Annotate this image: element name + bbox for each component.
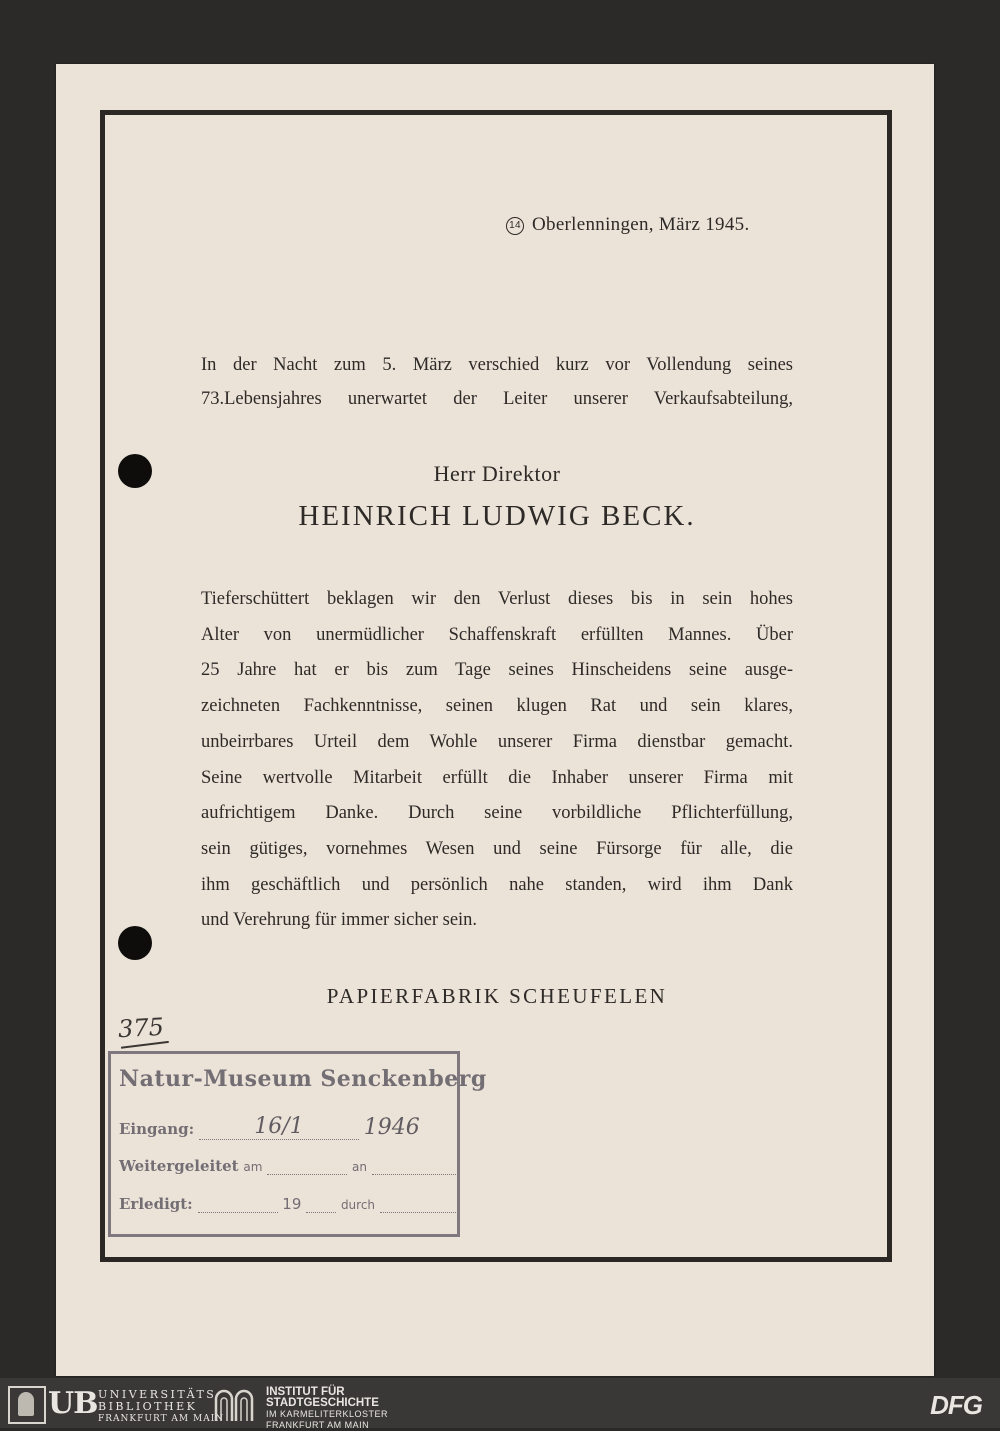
intro-paragraph <box>201 348 793 416</box>
stamp-row-erledigt <box>119 1195 447 1213</box>
stamp-label-an: an <box>352 1160 367 1174</box>
inst-line: STADTGESCHICHTE <box>266 1397 379 1409</box>
paper-sheet <box>56 64 934 1376</box>
ub-line: FRANKFURT AM MAIN <box>98 1414 225 1424</box>
ub-line: BIBLIOTHEK <box>98 1400 198 1413</box>
body-line: unbeirrbares Urteil dem Wohle unserer Firma dienstbar gemacht. <box>201 731 793 752</box>
stamp-label-durch: durch <box>340 1198 376 1212</box>
body-line: und Verehrung für immer sicher sein. <box>201 910 478 931</box>
footer-bar <box>0 1378 1000 1428</box>
dfg-logo: DFG <box>930 1390 982 1420</box>
ub-name <box>98 1389 224 1425</box>
intro-line: 73.Lebensjahres unerwartet der Leiter unserer Verkaufsabteilung, <box>201 389 793 409</box>
body-line: zeichneten Fachkenntnisse, seinen klugen Rat und sein klares, <box>201 696 793 717</box>
archive-stamp <box>108 1051 487 1237</box>
body-paragraph <box>201 582 793 939</box>
stamp-row-weitergeleitet <box>119 1157 447 1175</box>
dateline-text: Oberlenningen, März 1945. <box>532 214 750 235</box>
dateline <box>506 214 750 236</box>
ub-logo-text: UB <box>48 1386 98 1421</box>
body-line: Tieferschüttert beklagen wir den Verlust dieses bis in sein hohes <box>201 589 793 609</box>
inst-line: FRANKFURT AM MAIN <box>266 1420 370 1430</box>
stamp-hand-date: 16/1 <box>254 1114 304 1139</box>
intro-line: In der Nacht zum 5. März verschied kurz vor Vollendung seines <box>201 355 793 375</box>
institute-name <box>266 1387 388 1431</box>
ub-portrait-logo-icon <box>8 1386 46 1424</box>
ub-line: UNIVERSITÄTS <box>98 1388 217 1401</box>
body-line: ihm geschäftlich und persönlich nahe standen, wird ihm Dank <box>201 874 793 895</box>
body-line: Seine wertvolle Mitarbeit erfüllt die Inhaber unserer Firma mit <box>201 767 793 788</box>
arches-logo-icon <box>214 1385 254 1421</box>
body-line: sein gütiges, vornehmes Wesen und seine Fürsorge für alle, die <box>201 838 793 859</box>
stamp-label-am: am <box>243 1160 263 1174</box>
stamp-label: Erledigt: <box>119 1195 193 1213</box>
body-line: Alter von unermüdlicher Schaffenskraft erfüllten Mannes. Über <box>201 624 793 645</box>
stamp-label: Weitergeleitet <box>119 1157 239 1175</box>
deceased-name: HEINRICH LUDWIG BECK. <box>298 500 696 532</box>
stamp-year: 19 <box>282 1195 302 1213</box>
stamp-hand-year: 1946 <box>363 1115 420 1140</box>
inst-line: INSTITUT FÜR <box>266 1386 345 1398</box>
stamp-label: Eingang: <box>119 1120 195 1138</box>
company-signature: PAPIERFABRIK SCHEUFELEN <box>326 984 668 1008</box>
body-line: aufrichtigem Danke. Durch seine vorbildliche Pflichterfüllung, <box>201 803 793 824</box>
dateline-mark: 14 <box>506 217 524 235</box>
body-line: 25 Jahre hat er bis zum Tage seines Hinscheidens seine ausge- <box>201 660 793 681</box>
punch-hole-top <box>118 454 152 488</box>
stamp-title: Natur-Museum Senckenberg <box>119 1066 487 1092</box>
stamp-row-eingang <box>119 1114 447 1140</box>
handwritten-number: 375 <box>117 1012 165 1044</box>
salutation: Herr Direktor <box>433 461 561 486</box>
punch-hole-bottom <box>118 926 152 960</box>
inst-line: IM KARMELITERKLOSTER <box>266 1409 389 1419</box>
